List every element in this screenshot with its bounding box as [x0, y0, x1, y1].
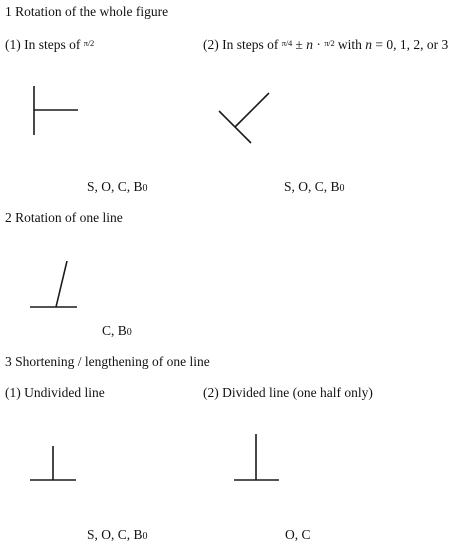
- figure-2-tilted-line: [56, 261, 67, 307]
- section-3-sub-2-label: (2) Divided line (one half only): [203, 385, 373, 400]
- figure-3-1-undivided-line: [30, 446, 76, 480]
- sub-2-label-part-a: (2) In steps of: [203, 37, 282, 52]
- section-3-sub-2-caption: O, C: [285, 527, 311, 542]
- with-text: with: [334, 37, 366, 52]
- plus-minus-text: ±: [292, 37, 307, 52]
- caption-main: C, B: [102, 323, 127, 338]
- figure-1-2-diagonal-line-b: [235, 93, 269, 127]
- variable-n-2: n: [365, 37, 373, 52]
- figure-2-rotated-line: [30, 261, 77, 307]
- figure-1-2-rotation-pi-4: [219, 93, 269, 143]
- caption-main: S, O, C, B: [284, 179, 340, 194]
- caption-main: S, O, C, B: [87, 527, 143, 542]
- caption-subscript: 0: [142, 531, 148, 542]
- caption-subscript: 0: [339, 183, 345, 194]
- pi-over-2-fraction-b: π/2: [324, 38, 335, 48]
- section-1-title: 1 Rotation of the whole figure: [5, 4, 169, 19]
- section-2-title: 2 Rotation of one line: [5, 210, 123, 225]
- section-3-sub-1-label: (1) Undivided line: [5, 385, 105, 400]
- caption-subscript: 0: [126, 327, 132, 338]
- pi-over-2-fraction: π/2: [83, 38, 95, 48]
- figure-1-1-rotation-pi-2: [34, 86, 78, 135]
- n-values-text: = 0, 1, 2, or 3: [372, 37, 449, 52]
- figure-3-2-divided-line: [234, 434, 279, 480]
- sub-1-label-text: (1) In steps of: [5, 37, 84, 52]
- pi-over-4-fraction: π/4: [281, 38, 293, 48]
- variable-n: n: [306, 37, 313, 52]
- dot-operator-text: ·: [312, 37, 325, 52]
- section-3-title: 3 Shortening / lengthening of one line: [5, 354, 210, 369]
- caption-subscript: 0: [142, 183, 148, 194]
- caption-main: S, O, C, B: [87, 179, 143, 194]
